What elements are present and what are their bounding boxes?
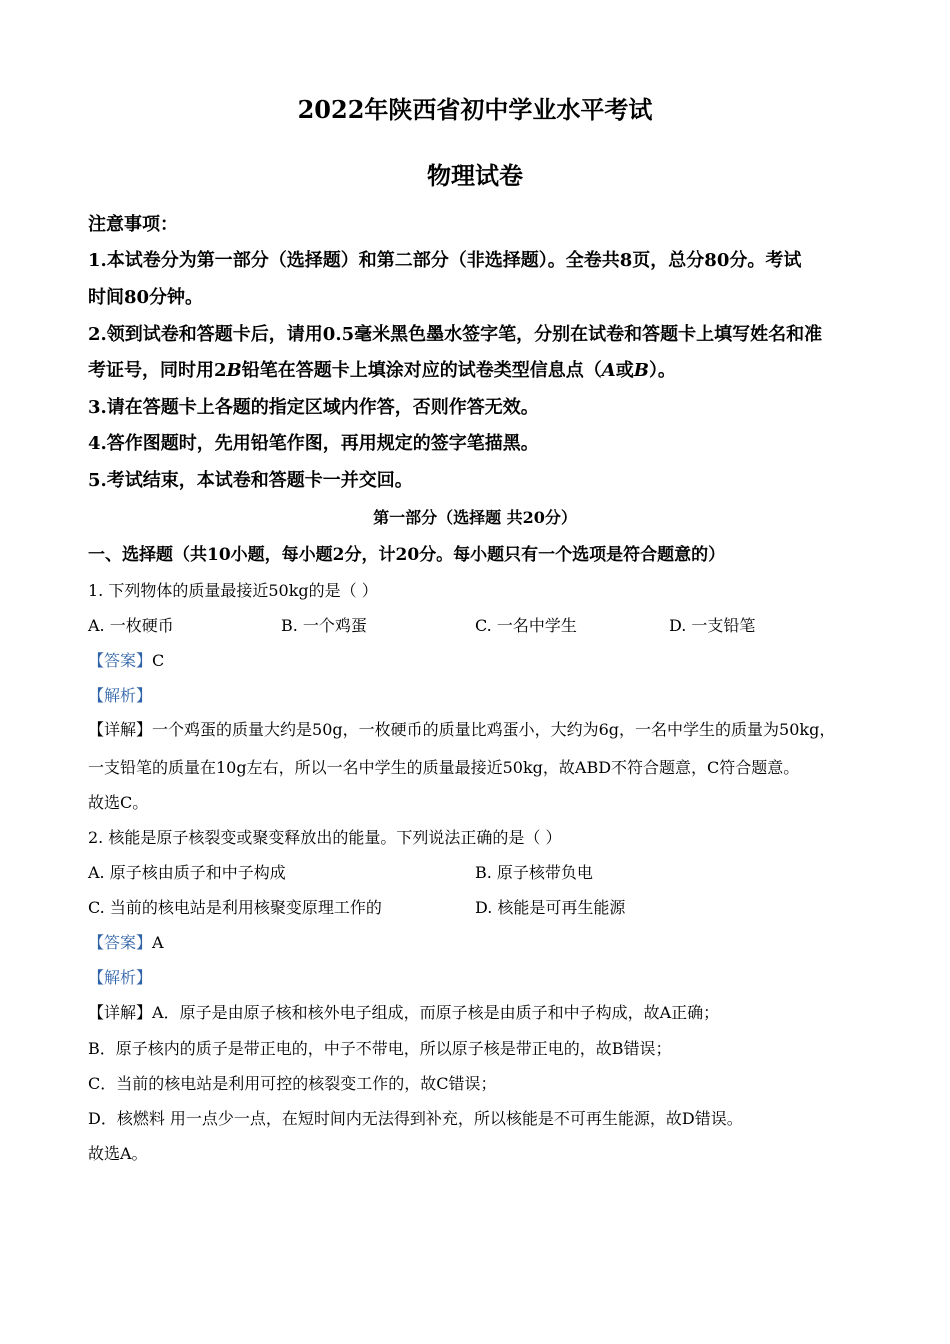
q1-option-d: D. 一支铅笔 — [669, 616, 756, 635]
notice-item-4: 4.答作图题时，先用铅笔作图，再用规定的签字笔描黑。 — [88, 433, 539, 454]
q1-option-c: C. 一名中学生 — [475, 616, 577, 635]
notice-heading: 注意事项： — [88, 214, 178, 235]
notice-item-2-line-1: 2.领到试卷和答题卡后，请用0.5毫米黑色墨水签字笔，分别在试卷和答题卡上填写姓名和准 — [88, 324, 823, 345]
notice-text: 或 — [615, 360, 634, 381]
q2-option-b: B. 原子核带负电 — [475, 863, 593, 882]
section1-heading: 一、选择题（共10小题，每小题2分，计20分。每小题只有一个选项是符合题意的） — [88, 545, 726, 565]
detail-text: 一个鸡蛋的质量大约是50g，一枚硬币的质量比鸡蛋小，大约为6g，一名中学生的质量为50kg， — [152, 720, 836, 739]
q2-option-c: C. 当前的核电站是利用核聚变原理工作的 — [88, 898, 382, 917]
q1-detail-line-2: 一支铅笔的质量在10g左右，所以一名中学生的质量最接近50kg，故ABD不符合题意，C符合题意。 — [88, 758, 800, 777]
notice-text: 铅笔在答题卡上填涂对应的试卷类型信息点（ — [241, 360, 602, 381]
q2-conclusion: 故选A。 — [88, 1144, 148, 1163]
q1-detail-line-1 — [88, 717, 835, 740]
q2-detail-line-2: B．原子核内的质子是带正电的，中子不带电，所以原子核是带正电的，故B错误； — [88, 1039, 672, 1058]
q1-option-a: A. 一枚硬币 — [88, 616, 174, 635]
q2-detail-line-3: C．当前的核电站是利用可控的核裂变工作的，故C错误； — [88, 1074, 497, 1093]
answer-value: C — [152, 651, 165, 670]
q1-stem: 1. 下列物体的质量最接近50kg的是（ ） — [88, 581, 378, 600]
notice-text: 考证号，同时用2 — [88, 360, 227, 381]
q2-answer — [88, 930, 164, 953]
detail-tag: 【详解】 — [88, 720, 153, 739]
analysis-tag: 【解析】 — [88, 686, 153, 705]
notice-italic-a: A — [601, 360, 616, 381]
q1-option-b: B. 一个鸡蛋 — [281, 616, 367, 635]
detail-tag: 【详解】 — [88, 1003, 153, 1022]
notice-italic-b: B — [633, 360, 649, 381]
notice-italic-b: B — [226, 360, 242, 381]
q1-conclusion: 故选C。 — [88, 793, 149, 812]
q2-option-a: A. 原子核由质子和中子构成 — [88, 863, 286, 882]
part1-heading: 第一部分（选择题 共20分） — [373, 508, 577, 527]
notice-text: ）。 — [648, 360, 676, 381]
notice-item-2-line-2 — [88, 356, 676, 382]
page-title: 2022年陕西省初中学业水平考试 — [297, 95, 653, 124]
q1-analysis — [88, 683, 152, 706]
answer-tag: 【答案】 — [88, 651, 153, 670]
notice-item-5: 5.考试结束，本试卷和答题卡一并交回。 — [88, 470, 413, 491]
notice-item-1-line-2: 时间80分钟。 — [88, 287, 204, 308]
q2-detail-line-4: D．核燃料 用一点少一点，在短时间内无法得到补充，所以核能是不可再生能源，故D错误。 — [88, 1109, 743, 1128]
answer-value: A — [152, 933, 164, 952]
notice-item-3: 3.请在答题卡上各题的指定区域内作答，否则作答无效。 — [88, 397, 539, 418]
analysis-tag: 【解析】 — [88, 968, 153, 987]
q2-detail-line-1 — [88, 1000, 719, 1023]
q2-stem: 2. 核能是原子核裂变或聚变释放出的能量。下列说法正确的是（ ） — [88, 828, 562, 847]
q1-answer — [88, 648, 164, 671]
page-subtitle: 物理试卷 — [427, 161, 523, 190]
detail-text: A．原子是由原子核和核外电子组成，而原子核是由质子和中子构成，故A正确； — [152, 1003, 720, 1022]
notice-item-1-line-1: 1.本试卷分为第一部分（选择题）和第二部分（非选择题）。全卷共8页，总分80分。考试 — [88, 250, 802, 271]
q2-option-d: D. 核能是可再生能源 — [475, 898, 626, 917]
answer-tag: 【答案】 — [88, 933, 153, 952]
q2-analysis — [88, 965, 152, 988]
